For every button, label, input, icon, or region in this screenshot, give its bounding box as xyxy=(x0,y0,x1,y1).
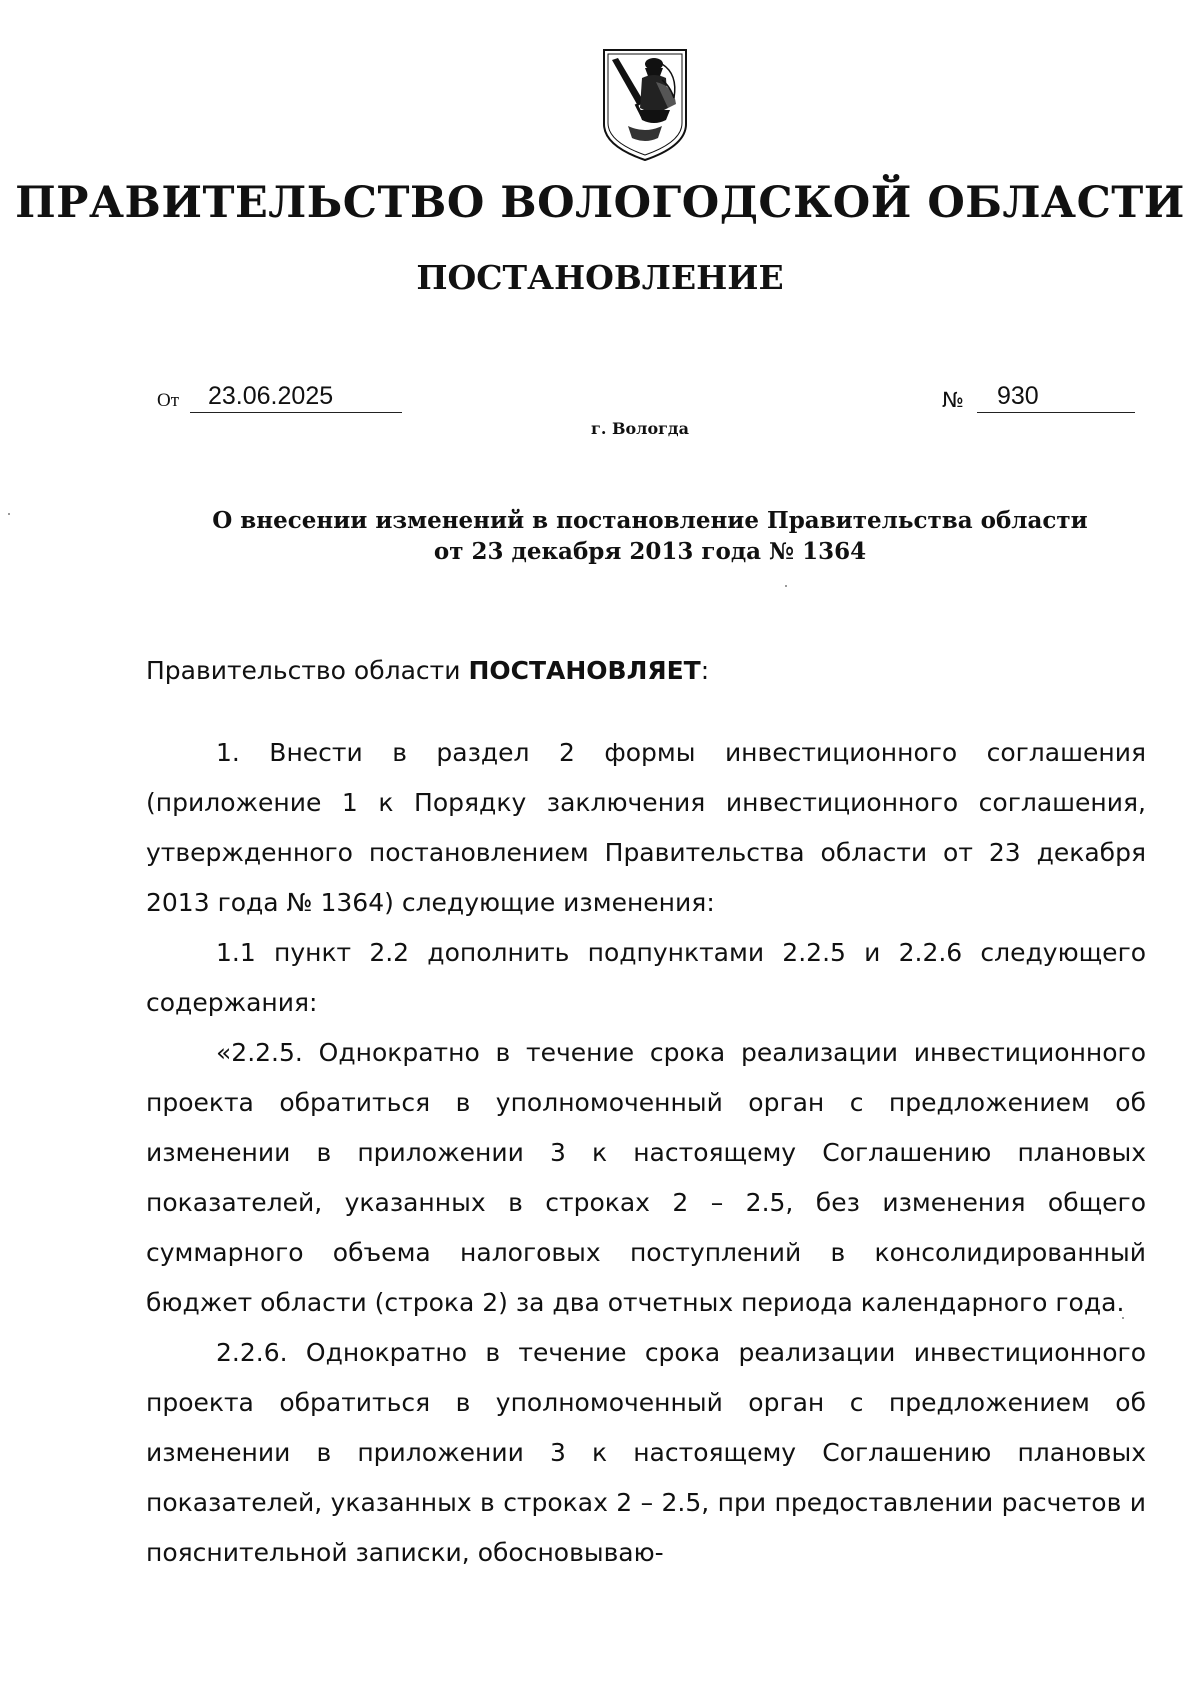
intro-suffix: : xyxy=(700,656,710,685)
intro-text: Правительство области xyxy=(146,656,469,685)
subject-line-2: от 23 декабря 2013 года № 1364 xyxy=(433,538,867,565)
date-label: От xyxy=(157,390,180,411)
scan-speck xyxy=(785,585,787,587)
paragraph-2-2-6: 2.2.6. Однократно в течение срока реализации инвестиционного проекта обратиться в уполномоченный орган с предложением об изменении в приложении 3 к настоящему Соглашению плановых показателей, указанных в строках 2 – 2.5, при предоставлении расчетов и пояснительной записки, обосновываю- xyxy=(146,1338,1146,1567)
coat-of-arms-vologda-icon xyxy=(598,46,692,162)
document-body xyxy=(146,728,1146,1578)
resolution-intro xyxy=(146,656,709,685)
government-title: ПРАВИТЕЛЬСТВО ВОЛОГОДСКОЙ ОБЛАСТИ xyxy=(15,178,1185,228)
document-date: 23.06.2025 xyxy=(190,380,402,413)
number-label: № xyxy=(942,388,964,412)
intro-emphasis: ПОСТАНОВЛЯЕТ xyxy=(468,656,701,685)
scan-speck xyxy=(8,513,10,515)
paragraph-2-2-5: «2.2.5. Однократно в течение срока реализации инвестиционного проекта обратиться в уполномоченный орган с предложением об изменении в приложении 3 к настоящему Соглашению плановых показателей, указанных в строках 2 – 2.5, без изменения общего суммарного объема налоговых поступлений в консолидированный бюджет области (строка 2) за два отчетных периода календарного года. xyxy=(146,1038,1146,1317)
document-type: ПОСТАНОВЛЕНИЕ xyxy=(416,258,784,297)
city: г. Вологда xyxy=(591,419,689,438)
scan-speck xyxy=(1122,1317,1124,1319)
paragraph-1-1: 1.1 пункт 2.2 дополнить подпунктами 2.2.5 и 2.2.6 следующего содержания: xyxy=(146,938,1146,1017)
document-number: 930 xyxy=(977,380,1135,413)
paragraph-1: 1. Внести в раздел 2 формы инвестиционного соглашения (приложение 1 к Порядку заключения инвестиционного соглашения, утвержденного постановлением Правительства области от 23 декабря 2013 года № 1364) следующие изменения: xyxy=(146,738,1146,917)
document-subject xyxy=(150,505,1150,567)
subject-line-1: О внесении изменений в постановление Правительства области xyxy=(212,507,1088,534)
